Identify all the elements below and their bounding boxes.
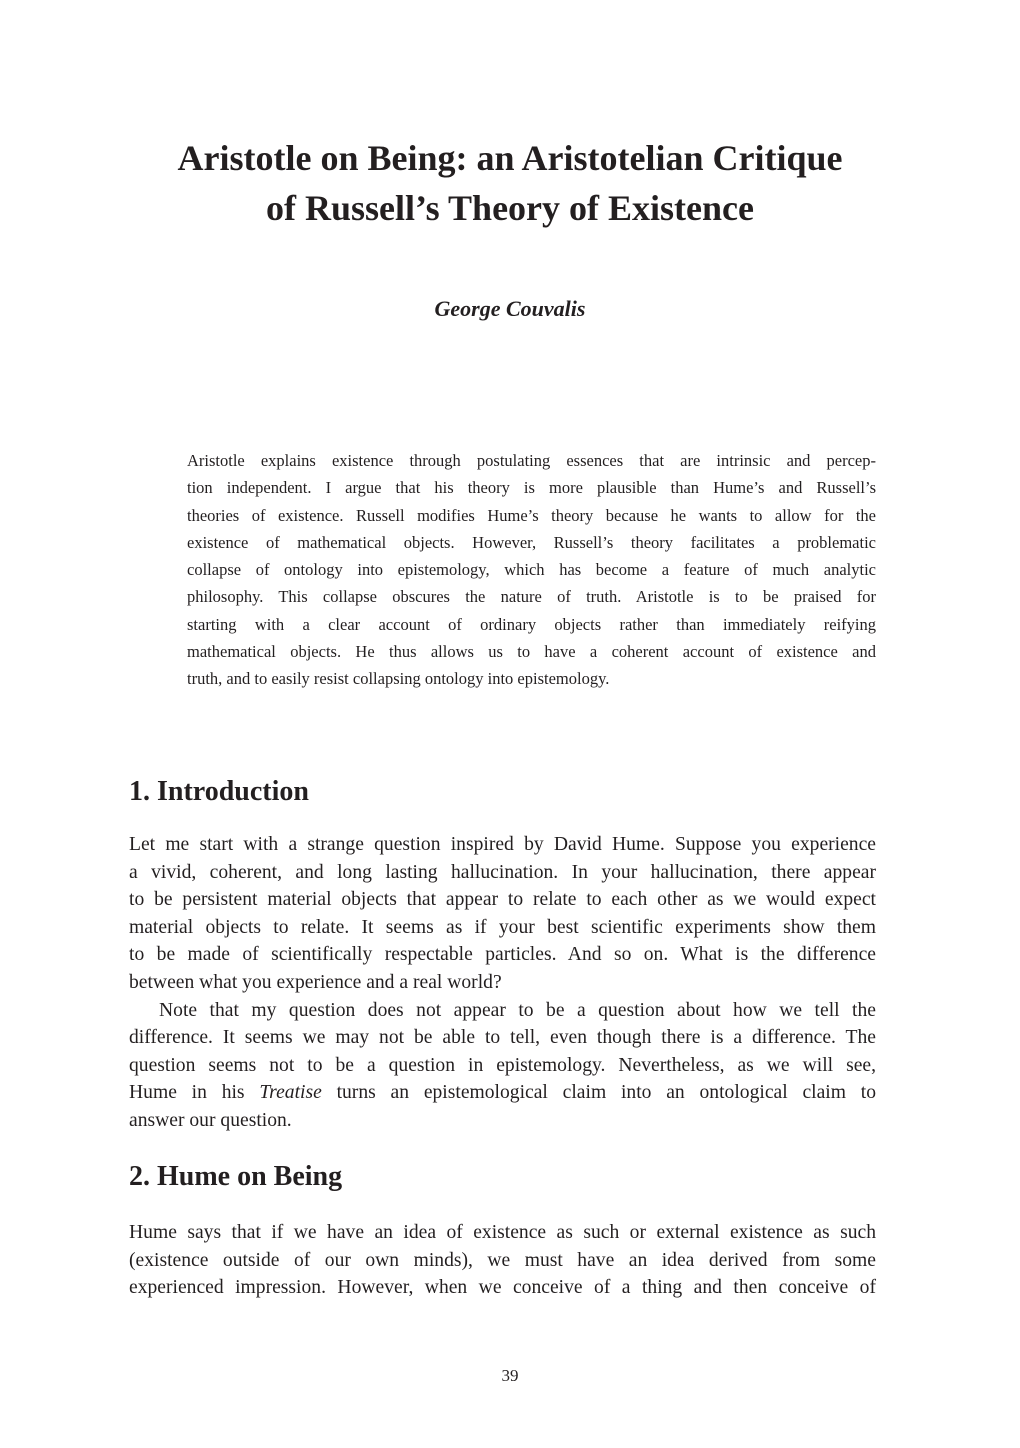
- title-line-1: Aristotle on Being: an Aristotelian Critique: [177, 138, 843, 178]
- body-line: to be persistent material objects that appear to relate to each other as we would expect: [129, 889, 876, 911]
- body-line: question seems not to be a question in epistemology. Nevertheless, as we will see,: [129, 1054, 876, 1076]
- abstract-line: theories of existence. Russell modifies Hume’s theory because he wants to allow for the: [187, 505, 876, 525]
- page-number: 39: [501, 1366, 519, 1385]
- abstract-line: starting with a clear account of ordinary objects rather than immediately reifying: [187, 614, 876, 634]
- text: turns an epistemological claim into an ontological claim to: [321, 1082, 876, 1104]
- body-line: Let me start with a strange question inspired by David Hume. Suppose you experience: [129, 834, 876, 855]
- abstract-line: truth, and to easily resist collapsing ontology into epistemology.: [187, 669, 610, 689]
- abstract-line: tion independent. I argue that his theory is more plausible than Hume’s and Russell’s: [187, 478, 876, 498]
- abstract: [187, 447, 876, 693]
- body-line: Note that my question does not appear to be a question about how we tell the: [159, 999, 876, 1021]
- abstract-line: philosophy. This collapse obscures the nature of truth. Aristotle is to be praised for: [187, 587, 876, 607]
- body-line: between what you experience and a real world?: [129, 971, 502, 993]
- section-heading-introduction: 1. Introduction: [129, 776, 309, 807]
- body-line: [129, 1079, 876, 1107]
- body-line: experienced impression. However, when we conceive of a thing and then conceive of: [129, 1277, 876, 1299]
- hume-body: [129, 1219, 876, 1302]
- abstract-line: Aristotle explains existence through postulating essences that are intrinsic and percep-: [187, 451, 876, 470]
- text: Hume in his: [129, 1082, 260, 1104]
- body-line: to be made of scientifically respectable particles. And so on. What is the difference: [129, 944, 876, 966]
- body-line: answer our question.: [129, 1109, 292, 1131]
- abstract-line: mathematical objects. He thus allows us to have a coherent account of existence and: [187, 642, 876, 662]
- abstract-line: collapse of ontology into epistemology, which has become a feature of much analytic: [187, 560, 876, 580]
- book-title-treatise: Treatise: [259, 1082, 322, 1104]
- body-line: a vivid, coherent, and long lasting hallucination. In your hallucination, there appear: [129, 861, 876, 883]
- introduction-body: [129, 831, 876, 1135]
- body-line: (existence outside of our own minds), we must have an idea derived from some: [129, 1249, 876, 1271]
- abstract-line: existence of mathematical objects. However, Russell’s theory facilitates a problematic: [187, 532, 876, 552]
- body-line: material objects to relate. It seems as if your best scientific experiments show them: [129, 916, 876, 938]
- author: George Couvalis: [434, 296, 586, 321]
- section-heading-hume-on-being: 2. Hume on Being: [129, 1161, 343, 1192]
- body-line: Hume says that if we have an idea of existence as such or external existence as such: [129, 1222, 876, 1243]
- title-line-2: of Russell’s Theory of Existence: [266, 188, 754, 228]
- body-line: difference. It seems we may not be able to tell, even though there is a difference. The: [129, 1027, 876, 1049]
